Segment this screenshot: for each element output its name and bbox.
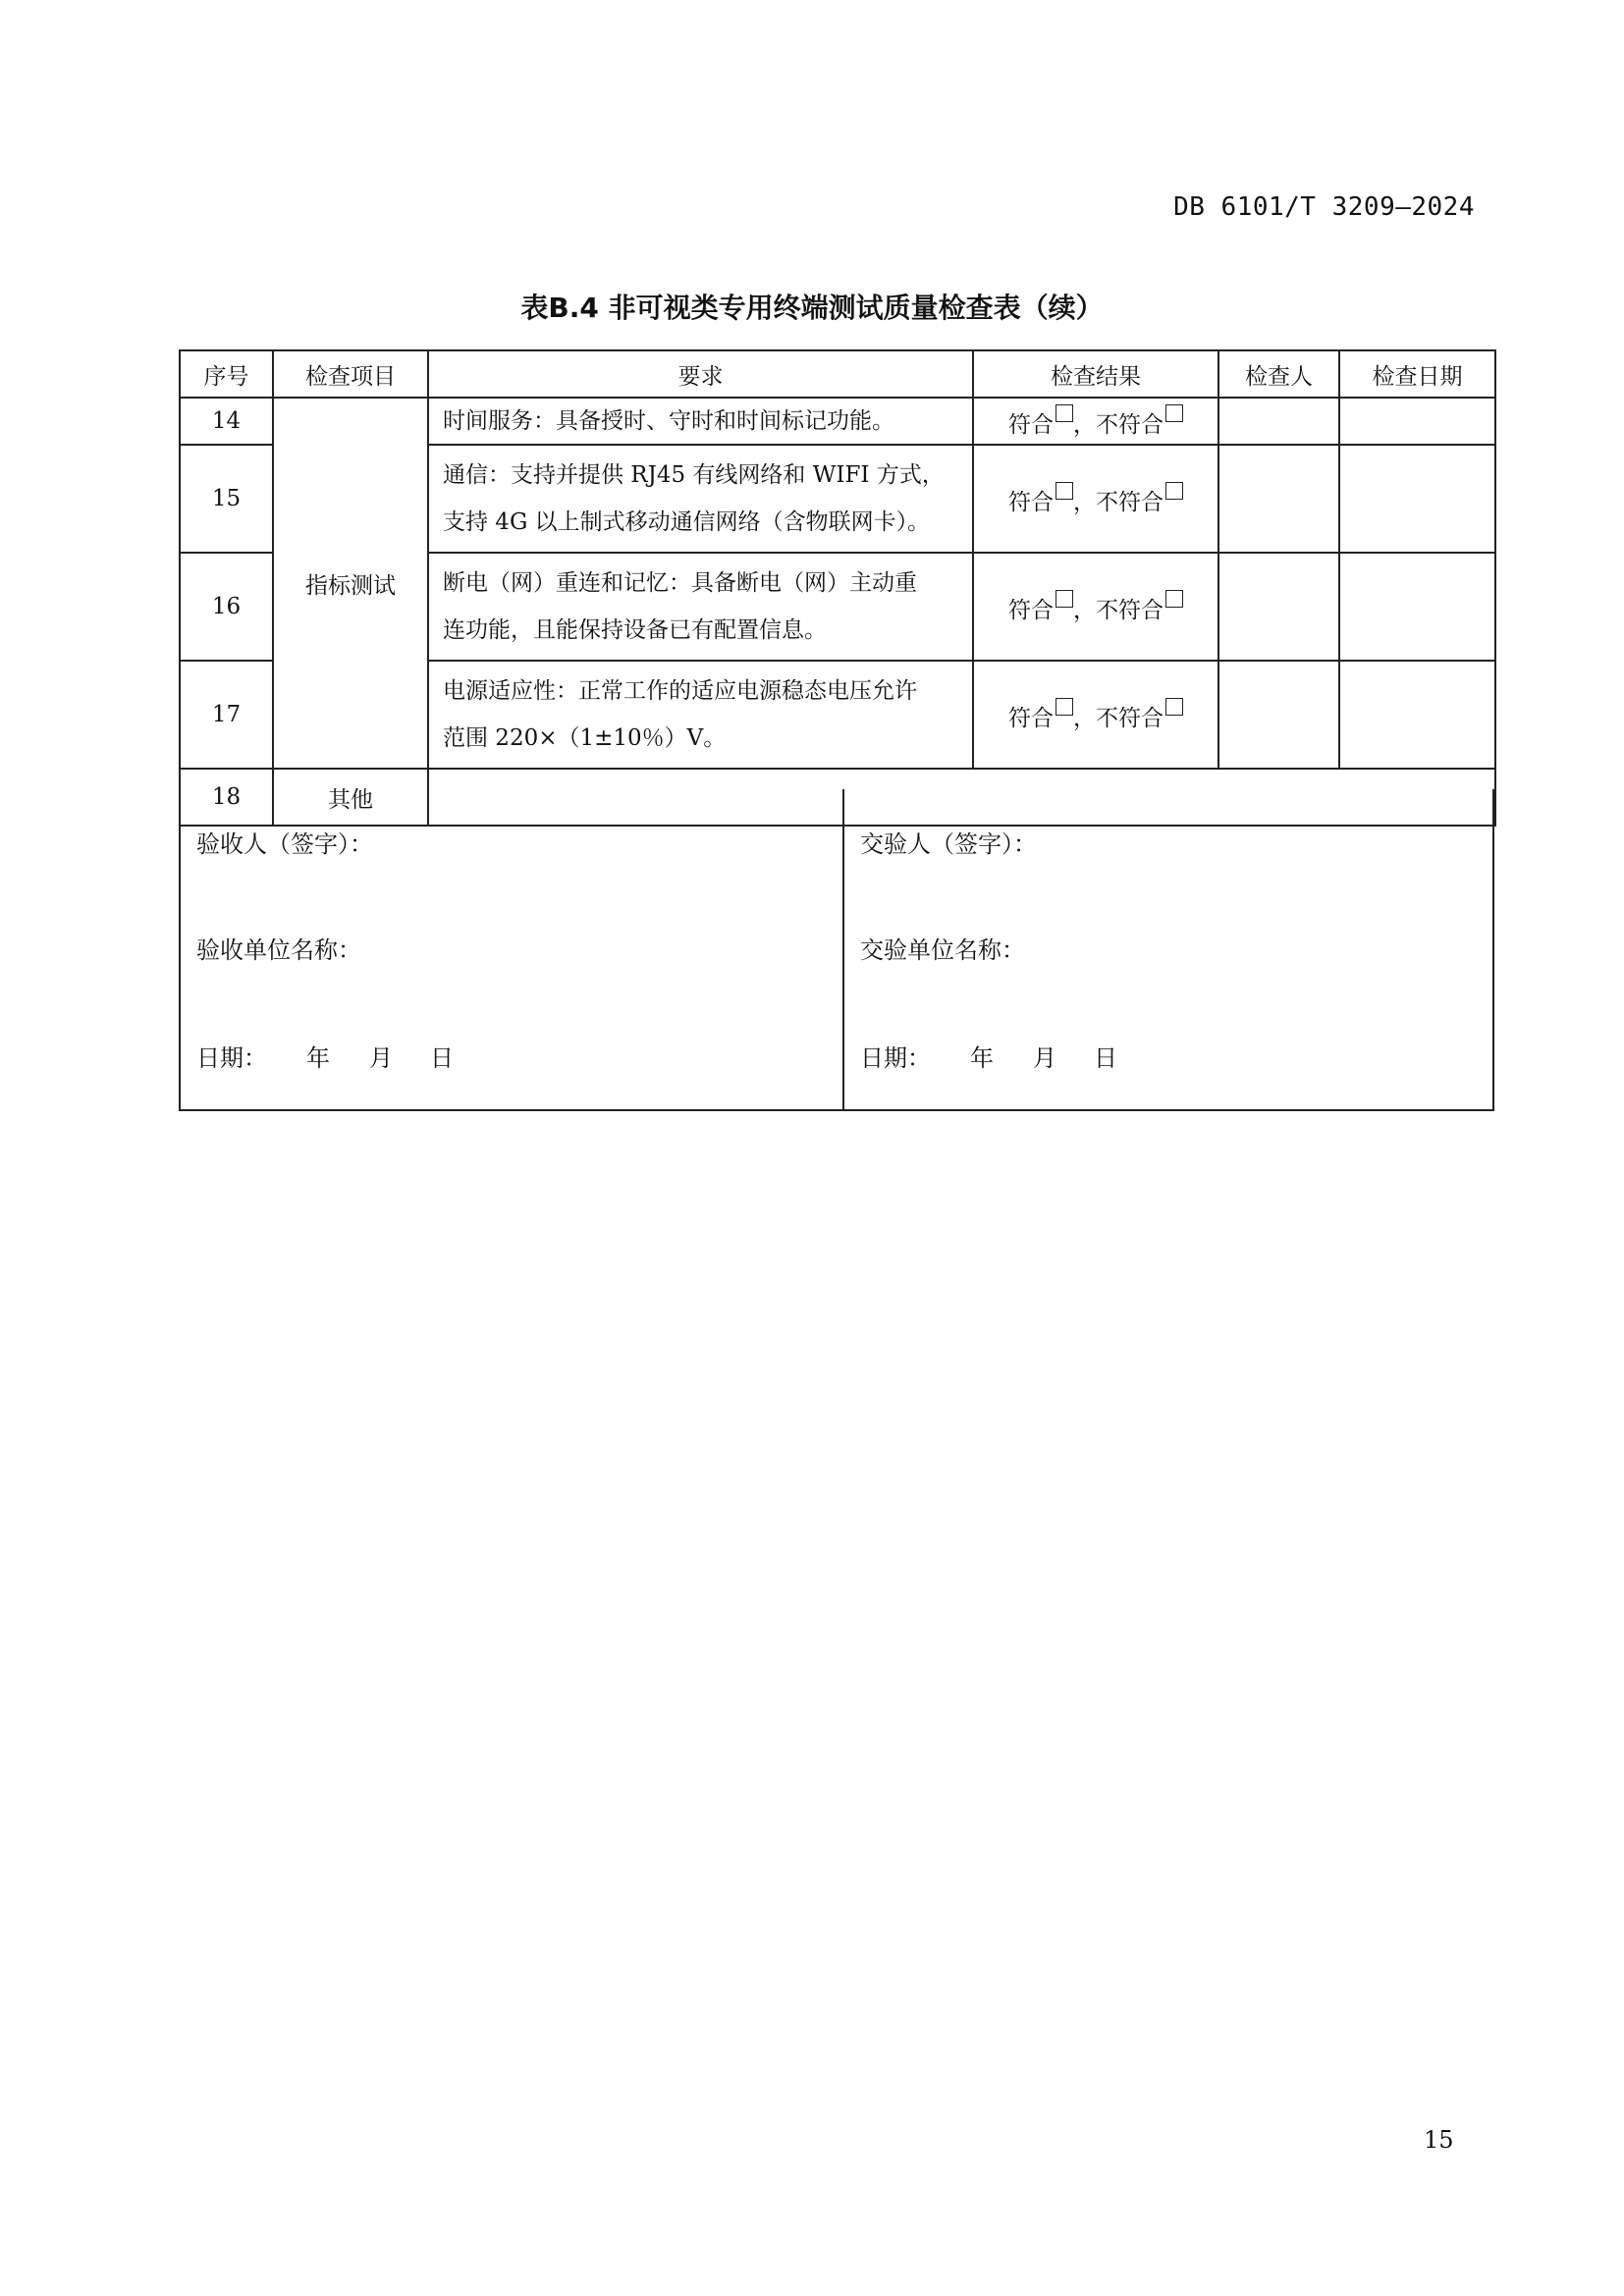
signature-section [179, 789, 1494, 1111]
table-header-row [180, 350, 1495, 398]
inspector-cell[interactable] [1218, 398, 1339, 445]
checkbox-nonconform[interactable] [1165, 698, 1183, 716]
document-id: DB 6101/T 3209—2024 [1173, 192, 1475, 222]
checkbox-conform[interactable] [1056, 698, 1073, 716]
requirement-cell [428, 661, 973, 769]
result-no-label: 不符合 [1096, 411, 1164, 438]
requirement-line: 连功能，且能保持设备已有配置信息。 [443, 617, 827, 643]
col-header-no: 序号 [180, 350, 273, 398]
requirement-line: 断电（网）重连和记忆：具备断电（网）主动重 [443, 570, 917, 596]
requirement-cell [428, 445, 973, 553]
checkbox-conform[interactable] [1056, 590, 1073, 608]
submitter-date-month: 月 [1033, 1044, 1056, 1072]
result-yes-label: 符合 [1008, 597, 1054, 623]
col-header-requirement: 要求 [428, 350, 973, 398]
result-separator: ， [1073, 597, 1096, 623]
submitter-date-day: 日 [1094, 1044, 1117, 1072]
acceptor-date-day: 日 [430, 1044, 454, 1072]
checkbox-nonconform[interactable] [1165, 482, 1183, 500]
result-cell [973, 398, 1218, 445]
col-header-item: 检查项目 [273, 350, 428, 398]
checkbox-conform[interactable] [1056, 404, 1073, 422]
row-number: 18 [180, 769, 273, 826]
result-yes-label: 符合 [1008, 489, 1054, 515]
row-number: 16 [180, 553, 273, 661]
inspection-date-cell[interactable] [1339, 445, 1495, 553]
result-no-label: 不符合 [1096, 705, 1164, 731]
inspection-date-cell[interactable] [1339, 661, 1495, 769]
other-item-label: 其他 [273, 769, 428, 826]
acceptor-signature-label: 验收人（签字）： [196, 830, 373, 858]
checkbox-conform[interactable] [1056, 482, 1073, 500]
result-no-label: 不符合 [1096, 597, 1164, 623]
page-number: 15 [1424, 2126, 1454, 2154]
submitter-date-label: 日期： [860, 1044, 931, 1072]
acceptor-date-month: 月 [369, 1044, 393, 1072]
col-header-date: 检查日期 [1339, 350, 1495, 398]
signature-divider [842, 789, 844, 1109]
checkbox-nonconform[interactable] [1165, 590, 1183, 608]
col-header-result: 检查结果 [973, 350, 1218, 398]
submitter-signature-label: 交验人（签字）： [860, 830, 1037, 858]
requirement-cell [428, 553, 973, 661]
result-separator: ， [1073, 411, 1096, 438]
requirement-line: 通信：支持并提供 RJ45 有线网络和 WIFI 方式， [443, 462, 945, 488]
result-cell [973, 661, 1218, 769]
submitter-date-year: 年 [970, 1044, 994, 1072]
requirement-line: 范围 220×（1±10％）V。 [443, 725, 727, 751]
inspection-date-cell[interactable] [1339, 398, 1495, 445]
row-number: 17 [180, 661, 273, 769]
inspector-cell[interactable] [1218, 445, 1339, 553]
result-cell [973, 553, 1218, 661]
inspector-cell[interactable] [1218, 661, 1339, 769]
col-header-inspector: 检查人 [1218, 350, 1339, 398]
result-cell [973, 445, 1218, 553]
requirement-cell [428, 398, 973, 445]
result-separator: ， [1073, 489, 1096, 515]
row-number: 15 [180, 445, 273, 553]
result-yes-label: 符合 [1008, 411, 1054, 438]
inspector-cell[interactable] [1218, 553, 1339, 661]
quality-check-table [179, 349, 1496, 827]
acceptor-unit-label: 验收单位名称： [196, 936, 361, 964]
result-no-label: 不符合 [1096, 489, 1164, 515]
table-title: 表B.4 非可视类专用终端测试质量检查表（续） [520, 292, 1104, 324]
requirement-line: 支持 4G 以上制式移动通信网络（含物联网卡）。 [443, 509, 931, 535]
submitter-unit-label: 交验单位名称： [860, 936, 1025, 964]
inspection-date-cell[interactable] [1339, 553, 1495, 661]
requirement-line: 电源适应性：正常工作的适应电源稳态电压允许 [443, 678, 917, 704]
table-row [180, 398, 1495, 445]
group-label: 指标测试 [273, 398, 428, 769]
acceptor-date-label: 日期： [196, 1044, 267, 1072]
acceptor-date-year: 年 [306, 1044, 330, 1072]
result-separator: ， [1073, 705, 1096, 731]
checkbox-nonconform[interactable] [1165, 404, 1183, 422]
requirement-line: 时间服务：具备授时、守时和时间标记功能。 [443, 408, 894, 434]
row-number: 14 [180, 398, 273, 445]
result-yes-label: 符合 [1008, 705, 1054, 731]
